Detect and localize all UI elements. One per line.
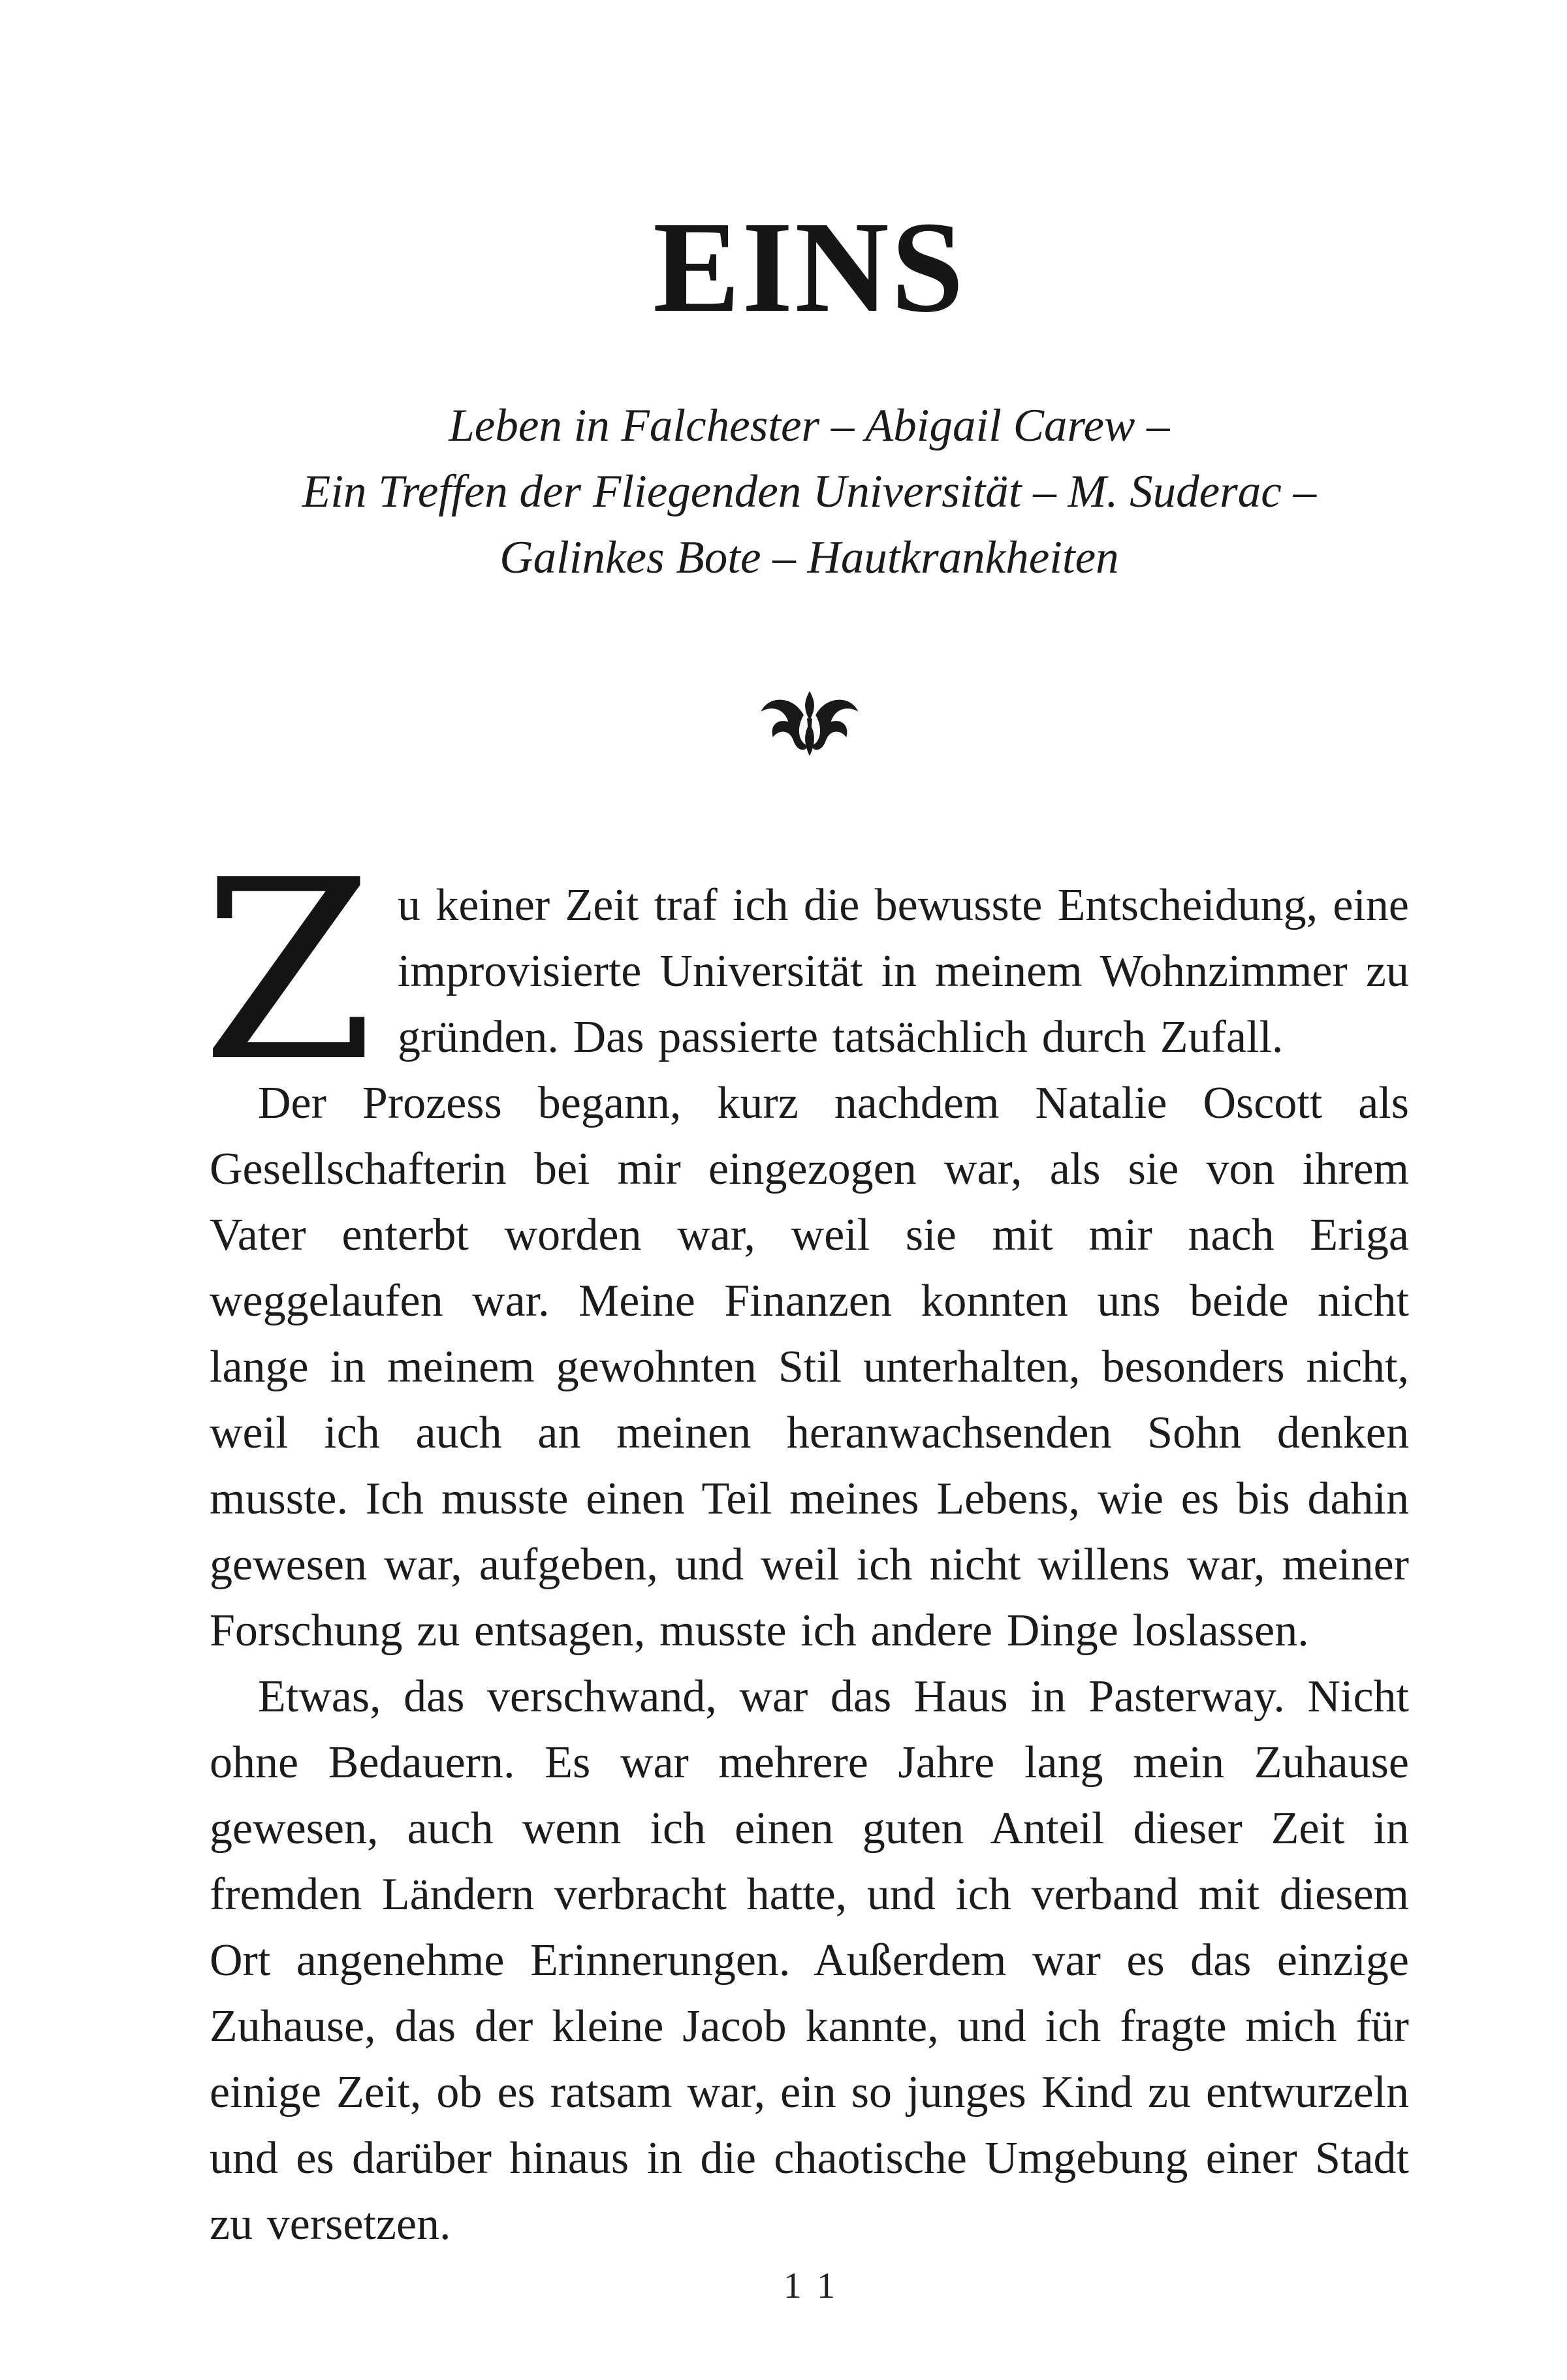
subtitle-line: Leben in Falchester – Abigail Carew – [449,400,1170,451]
paragraph [210,1070,1409,1664]
paragraph [202,827,1409,1116]
paragraph-text: u keiner Zeit traf ich die bewusste Entscheidung, eine improvisierte Universität in meinem Wohnzimmer zu gründen. Das passierte tatsächlich durch Zufall. [398,880,1409,1062]
chapter-subtitle [210,393,1409,591]
paragraph-text: Der Prozess begann, kurz nachdem Natalie Oscott als Gesellschafterin bei mir eingezogen war, als sie von ihrem Vater enterbt worden war, weil sie mit mir nach Eriga weggelaufen war. Meine Finanzen konnten uns beide nicht lange in meinem gewohnten Stil unterhalten, besonders nicht, weil ich auch an meinen heranwachsenden Sohn denken musste. Ich musste einen Teil meines Lebens, wie es bis dahin gewesen war, aufgeben, und weil ich nicht willens war, meiner Forschung zu entsagen, musste ich andere Dinge loslassen. [210,1078,1409,1656]
paragraph [210,1664,1409,2257]
chapter-ornament-icon [210,688,1409,768]
drop-cap: Z [202,827,375,1116]
body-text [202,827,1409,2257]
paragraph-text: Etwas, das verschwand, war das Haus in Pasterway. Nicht ohne Bedauern. Es war mehrere Jahre lang mein Zuhause gewesen, auch wenn ich einen guten Anteil dieser Zeit in fremden Ländern verbracht hatte, und ich verband mit diesem Ort angenehme Erinnerungen. Außerdem war es das einzige Zuhause, das der kleine Jacob kannte, und ich fragte mich für einige Zeit, ob es ratsam war, ein so junges Kind zu entwurzeln und es darüber hinaus in die chaotische Umgebung einer Stadt zu versetzen. [210,1672,1409,2249]
page-number: 11 [783,2266,852,2306]
chapter-title: EINS [653,195,966,340]
subtitle-line: Galinkes Bote – Hautkrankheiten [499,532,1119,583]
subtitle-line: Ein Treffen der Fliegenden Universität – M. Suderac – [302,466,1317,517]
